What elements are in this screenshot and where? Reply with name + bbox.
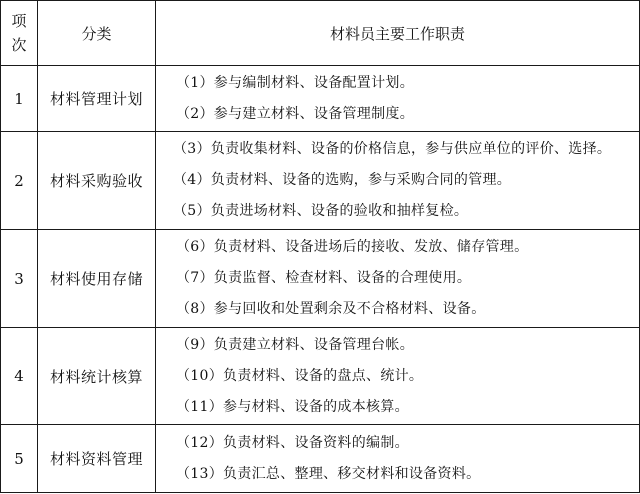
duty-item: （10）负责材料、设备的盘点、统计。 — [176, 367, 424, 384]
row-number: 2 — [1, 132, 38, 230]
header-category: 分类 — [38, 1, 156, 66]
row-duties — [156, 230, 640, 328]
row-number: 3 — [1, 230, 38, 328]
duty-item: （1）参与编制材料、设备配置计划。 — [176, 74, 415, 91]
duty-item: （6）负责材料、设备进场后的接收、发放、储存管理。 — [176, 239, 529, 255]
header-duties: 材料员主要工作职责 — [156, 1, 640, 66]
duty-item: （13）负责汇总、整理、移交材料和设备资料。 — [176, 465, 481, 482]
table-row — [1, 230, 640, 328]
table-row — [1, 425, 640, 493]
row-number: 4 — [1, 328, 38, 425]
duty-item: （3）负责收集材料、设备的价格信息，参与供应单位的评价、选择。 — [173, 141, 612, 157]
row-duties — [156, 425, 640, 493]
duty-item: （8）参与回收和处置剩余及不合格材料、设备。 — [176, 301, 486, 317]
table-row — [1, 132, 640, 230]
row-category: 材料统计核算 — [38, 328, 156, 425]
duty-item: （9）负责建立材料、设备管理台帐。 — [176, 336, 415, 353]
header-item-number-line2: 次 — [11, 36, 27, 54]
row-duties — [156, 66, 640, 132]
row-number: 1 — [1, 66, 38, 132]
duty-item: （12）负责材料、设备资料的编制。 — [176, 434, 409, 451]
row-duties — [156, 132, 640, 230]
header-item-number — [1, 1, 38, 66]
table-header-row — [1, 1, 640, 66]
row-number: 5 — [1, 425, 38, 493]
duty-item: （7）负责监督、检查材料、设备的合理使用。 — [176, 270, 472, 286]
table-row — [1, 66, 640, 132]
row-category: 材料资料管理 — [38, 425, 156, 493]
row-category: 材料使用存储 — [38, 230, 156, 328]
row-category: 材料管理计划 — [38, 66, 156, 132]
row-category: 材料采购验收 — [38, 132, 156, 230]
duty-item: （2）参与建立材料、设备管理制度。 — [176, 105, 415, 122]
row-duties — [156, 328, 640, 425]
header-item-number-line1: 项 — [11, 12, 27, 30]
duty-item: （4）负责材料、设备的选购，参与采购合同的管理。 — [173, 172, 512, 188]
duty-item: （5）负责进场材料、设备的验收和抽样复检。 — [173, 203, 469, 219]
table-row — [1, 328, 640, 425]
duty-item: （11）参与材料、设备的成本核算。 — [176, 398, 409, 415]
